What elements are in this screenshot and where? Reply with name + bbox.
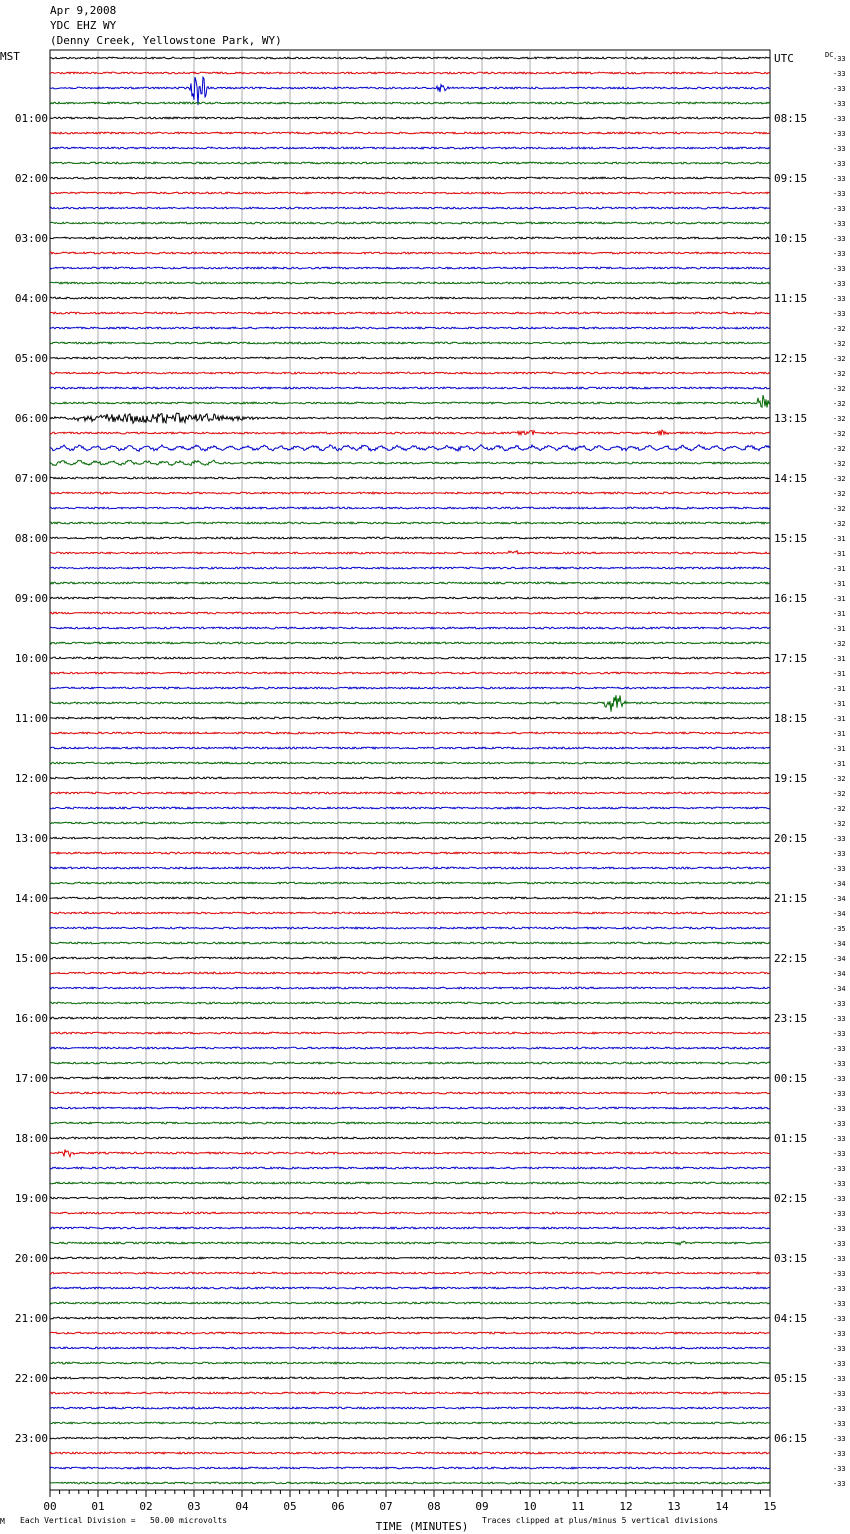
trace-row-12: [50, 237, 770, 239]
trace-row-35: [50, 582, 770, 584]
trace-row-77: [50, 1212, 770, 1214]
trace-row-5: [50, 132, 770, 134]
trace-row-51: [50, 822, 770, 824]
trace-row-66: [50, 1047, 770, 1049]
trace-row-8: [50, 177, 770, 179]
dc-offset-label: -33: [833, 55, 846, 63]
dc-offset-label: -33: [833, 1255, 846, 1263]
x-tick-label: 09: [475, 1500, 489, 1513]
dc-offset-label: -33: [833, 1240, 846, 1248]
station-title: YDC EHZ WY: [50, 19, 117, 32]
dc-offset-label: -31: [833, 655, 846, 663]
left-hour-label: 23:00: [14, 1432, 48, 1445]
dc-offset-label: -31: [833, 610, 846, 618]
trace-row-92: [50, 1437, 770, 1439]
dc-offset-label: -33: [833, 1015, 846, 1023]
trace-row-87: [50, 1362, 770, 1364]
trace-row-72: [50, 1137, 770, 1139]
dc-offset-label: -33: [833, 1450, 846, 1458]
right-hour-label: 14:15: [774, 472, 808, 485]
dc-offset-label: -32: [833, 415, 846, 423]
trace-row-49: [50, 792, 770, 794]
trace-row-15: [50, 282, 770, 284]
dc-offset-label: -32: [833, 340, 846, 348]
dc-offset-label: -31: [833, 700, 846, 708]
trace-row-55: [50, 882, 770, 884]
trace-row-59: [50, 942, 770, 944]
trace-row-54: [50, 867, 770, 869]
trace-row-88: [50, 1377, 770, 1379]
left-hour-label: 04:00: [14, 292, 48, 305]
dc-offset-label: -34: [833, 985, 846, 993]
trace-row-1: [50, 72, 770, 74]
dc-offset-label: -31: [833, 565, 846, 573]
dc-offset-label: -33: [833, 1030, 846, 1038]
trace-row-31: [50, 522, 770, 524]
dc-offset-label: -33: [833, 1180, 846, 1188]
trace-row-25: [50, 430, 770, 435]
dc-offset-label: -32: [833, 790, 846, 798]
trace-row-28: [50, 477, 770, 479]
right-hour-label: 16:15: [774, 592, 808, 605]
dc-offset-label: -33: [833, 850, 846, 858]
dc-offset-label: -33: [833, 310, 846, 318]
dc-offset-label: -33: [833, 100, 846, 108]
trace-row-0: [50, 57, 770, 59]
trace-row-9: [50, 192, 770, 194]
dc-offset-label: -33: [833, 1270, 846, 1278]
trace-row-68: [50, 1077, 770, 1079]
dc-offset-label: -33: [833, 865, 846, 873]
dc-offset-label: -31: [833, 745, 846, 753]
dc-offset-label: -32: [833, 490, 846, 498]
trace-row-19: [50, 342, 770, 344]
x-tick-label: 15: [763, 1500, 777, 1513]
trace-row-85: [50, 1332, 770, 1334]
left-hour-label: 13:00: [14, 832, 48, 845]
dc-offset-label: -33: [833, 1375, 846, 1383]
dc-offset-label: -33: [833, 1150, 846, 1158]
right-hour-label: 09:15: [774, 172, 808, 185]
trace-row-56: [50, 897, 770, 899]
trace-row-58: [50, 927, 770, 929]
dc-offset-label: -33: [833, 280, 846, 288]
trace-row-3: [50, 102, 770, 104]
x-tick-label: 08: [427, 1500, 441, 1513]
dc-offset-label: -34: [833, 880, 846, 888]
right-hour-label: 15:15: [774, 532, 808, 545]
right-hour-label: 02:15: [774, 1192, 808, 1205]
x-tick-label: 03: [187, 1500, 201, 1513]
dc-offset-label: -33: [833, 175, 846, 183]
x-tick-label: 04: [235, 1500, 249, 1513]
x-tick-label: 13: [667, 1500, 681, 1513]
trace-row-71: [50, 1122, 770, 1124]
dc-offset-label: -32: [833, 370, 846, 378]
x-tick-label: 01: [91, 1500, 105, 1513]
dc-offset-label: -33: [833, 1060, 846, 1068]
x-tick-label: 07: [379, 1500, 393, 1513]
right-hour-label: 06:15: [774, 1432, 808, 1445]
dc-offset-label: -33: [833, 1105, 846, 1113]
left-hour-label: 19:00: [14, 1192, 48, 1205]
dc-header-label: DC: [825, 51, 834, 59]
trace-row-48: [50, 777, 770, 779]
dc-offset-label: -32: [833, 325, 846, 333]
dc-offset-label: -32: [833, 505, 846, 513]
x-tick-label: 10: [523, 1500, 537, 1513]
left-hour-label: 07:00: [14, 472, 48, 485]
dc-offset-label: -33: [833, 1285, 846, 1293]
trace-row-38: [50, 627, 770, 629]
left-hour-label: 11:00: [14, 712, 48, 725]
dc-offset-label: -31: [833, 550, 846, 558]
trace-row-61: [50, 972, 770, 974]
right-hour-label: 12:15: [774, 352, 808, 365]
dc-offset-label: -33: [833, 1225, 846, 1233]
dc-offset-label: -31: [833, 670, 846, 678]
trace-row-40: [50, 657, 770, 659]
trace-row-10: [50, 207, 770, 209]
dc-offset-label: -33: [833, 835, 846, 843]
trace-row-43: [50, 695, 770, 712]
dc-offset-label: -33: [833, 1135, 846, 1143]
left-hour-label: 21:00: [14, 1312, 48, 1325]
dc-offset-label: -33: [833, 1090, 846, 1098]
dc-offset-label: -33: [833, 265, 846, 273]
dc-offset-label: -35: [833, 925, 846, 933]
dc-offset-label: -33: [833, 1360, 846, 1368]
left-timezone-label: MST: [0, 50, 20, 63]
dc-offset-label: -32: [833, 805, 846, 813]
trace-row-47: [50, 762, 770, 764]
trace-row-53: [50, 852, 770, 854]
right-hour-label: 01:15: [774, 1132, 808, 1145]
left-hour-label: 03:00: [14, 232, 48, 245]
corner-mark: M: [0, 1517, 5, 1526]
trace-row-41: [50, 672, 770, 674]
clip-note: Traces clipped at plus/minus 5 vertical divisions: [482, 1516, 719, 1525]
trace-row-91: [50, 1422, 770, 1424]
trace-row-36: [50, 597, 770, 599]
dc-offset-label: -33: [833, 1120, 846, 1128]
trace-row-44: [50, 717, 770, 719]
dc-offset-label: -33: [833, 1405, 846, 1413]
left-hour-label: 06:00: [14, 412, 48, 425]
trace-row-67: [50, 1062, 770, 1064]
dc-offset-label: -33: [833, 1195, 846, 1203]
trace-row-39: [50, 642, 770, 644]
trace-row-13: [50, 252, 770, 254]
left-hour-label: 09:00: [14, 592, 48, 605]
x-tick-label: 14: [715, 1500, 729, 1513]
trace-row-24: [50, 413, 770, 423]
trace-row-93: [50, 1452, 770, 1454]
trace-row-2: [50, 77, 770, 105]
dc-offset-label: -31: [833, 595, 846, 603]
dc-offset-label: -33: [833, 1420, 846, 1428]
dc-offset-label: -33: [833, 1330, 846, 1338]
dc-offset-label: -33: [833, 190, 846, 198]
trace-row-21: [50, 372, 770, 374]
right-hour-label: 19:15: [774, 772, 808, 785]
dc-offset-label: -31: [833, 580, 846, 588]
dc-offset-label: -33: [833, 70, 846, 78]
dc-offset-label: -33: [833, 130, 846, 138]
trace-row-42: [50, 687, 770, 689]
left-hour-label: 05:00: [14, 352, 48, 365]
trace-row-45: [50, 732, 770, 734]
dc-offset-label: -33: [833, 1045, 846, 1053]
dc-offset-label: -33: [833, 235, 846, 243]
trace-row-89: [50, 1392, 770, 1394]
left-hour-label: 20:00: [14, 1252, 48, 1265]
dc-offset-label: -32: [833, 520, 846, 528]
dc-offset-label: -31: [833, 685, 846, 693]
left-hour-label: 01:00: [14, 112, 48, 125]
right-hour-label: 23:15: [774, 1012, 808, 1025]
scale-note: Each Vertical Division = 50.00 microvolts: [20, 1516, 228, 1525]
dc-offset-label: -33: [833, 205, 846, 213]
dc-offset-label: -33: [833, 1390, 846, 1398]
trace-row-80: [50, 1257, 770, 1259]
trace-row-81: [50, 1272, 770, 1274]
trace-row-69: [50, 1092, 770, 1094]
trace-row-6: [50, 147, 770, 149]
x-tick-label: 00: [43, 1500, 57, 1513]
trace-row-37: [50, 612, 770, 614]
dc-offset-label: -34: [833, 895, 846, 903]
x-tick-label: 11: [571, 1500, 585, 1513]
dc-offset-label: -31: [833, 730, 846, 738]
trace-row-95: [50, 1482, 770, 1484]
trace-row-65: [50, 1032, 770, 1034]
trace-row-57: [50, 912, 770, 914]
right-hour-label: 21:15: [774, 892, 808, 905]
trace-row-14: [50, 267, 770, 269]
dc-offset-label: -33: [833, 1075, 846, 1083]
trace-row-76: [50, 1197, 770, 1199]
dc-offset-label: -31: [833, 535, 846, 543]
dc-offset-label: -33: [833, 145, 846, 153]
dc-offset-label: -33: [833, 1300, 846, 1308]
trace-row-78: [50, 1227, 770, 1229]
trace-row-16: [50, 297, 770, 299]
dc-offset-label: -33: [833, 115, 846, 123]
dc-offset-label: -33: [833, 220, 846, 228]
trace-row-63: [50, 1002, 770, 1004]
dc-offset-label: -32: [833, 400, 846, 408]
dc-offset-label: -33: [833, 295, 846, 303]
dc-offset-label: -33: [833, 1480, 846, 1488]
trace-row-46: [50, 747, 770, 749]
right-hour-label: 00:15: [774, 1072, 808, 1085]
date-title: Apr 9,2008: [50, 4, 117, 17]
dc-offset-label: -32: [833, 355, 846, 363]
trace-row-29: [50, 492, 770, 494]
dc-offset-label: -33: [833, 1165, 846, 1173]
trace-row-94: [50, 1467, 770, 1469]
right-hour-label: 04:15: [774, 1312, 808, 1325]
dc-offset-label: -32: [833, 445, 846, 453]
trace-row-18: [50, 327, 770, 329]
trace-row-79: [50, 1241, 770, 1245]
dc-offset-label: -33: [833, 1000, 846, 1008]
dc-offset-label: -33: [833, 1345, 846, 1353]
x-axis-title: TIME (MINUTES): [375, 1520, 469, 1533]
right-hour-label: UTC: [774, 52, 794, 65]
trace-row-74: [50, 1167, 770, 1169]
dc-offset-label: -34: [833, 940, 846, 948]
dc-offset-label: -33: [833, 1210, 846, 1218]
right-hour-label: 17:15: [774, 652, 808, 665]
dc-offset-label: -32: [833, 385, 846, 393]
dc-offset-label: -33: [833, 250, 846, 258]
right-hour-label: 05:15: [774, 1372, 808, 1385]
trace-row-70: [50, 1107, 770, 1109]
dc-offset-label: -32: [833, 430, 846, 438]
x-tick-label: 06: [331, 1500, 345, 1513]
right-hour-label: 18:15: [774, 712, 808, 725]
left-hour-label: 18:00: [14, 1132, 48, 1145]
trace-row-83: [50, 1302, 770, 1304]
trace-row-86: [50, 1347, 770, 1349]
trace-row-64: [50, 1017, 770, 1019]
dc-offset-label: -31: [833, 760, 846, 768]
location-title: (Denny Creek, Yellowstone Park, WY): [50, 34, 282, 47]
trace-row-11: [50, 222, 770, 224]
trace-row-73: [50, 1150, 770, 1157]
x-tick-label: 02: [139, 1500, 153, 1513]
trace-row-34: [50, 567, 770, 569]
x-tick-label: 12: [619, 1500, 633, 1513]
dc-offset-label: -32: [833, 460, 846, 468]
right-hour-label: 11:15: [774, 292, 808, 305]
dc-offset-label: -32: [833, 475, 846, 483]
left-hour-label: 22:00: [14, 1372, 48, 1385]
left-hour-label: 02:00: [14, 172, 48, 185]
right-hour-label: 20:15: [774, 832, 808, 845]
dc-offset-label: -32: [833, 775, 846, 783]
right-hour-label: 13:15: [774, 412, 808, 425]
trace-row-60: [50, 957, 770, 959]
x-tick-label: 05: [283, 1500, 297, 1513]
trace-row-33: [50, 551, 770, 554]
right-hour-label: 22:15: [774, 952, 808, 965]
trace-row-20: [50, 357, 770, 359]
right-hour-label: 10:15: [774, 232, 808, 245]
trace-row-4: [50, 117, 770, 119]
dc-offset-label: -33: [833, 1435, 846, 1443]
trace-row-7: [50, 162, 770, 164]
trace-row-26: [50, 445, 770, 452]
trace-row-27: [50, 460, 770, 465]
left-hour-label: 16:00: [14, 1012, 48, 1025]
trace-row-62: [50, 987, 770, 989]
trace-row-75: [50, 1182, 770, 1184]
dc-offset-label: -33: [833, 1465, 846, 1473]
dc-offset-label: -34: [833, 910, 846, 918]
trace-row-22: [50, 387, 770, 389]
dc-offset-label: -34: [833, 955, 846, 963]
left-hour-label: 15:00: [14, 952, 48, 965]
trace-row-23: [50, 395, 770, 408]
trace-row-52: [50, 837, 770, 839]
trace-row-32: [50, 537, 770, 539]
left-hour-label: 12:00: [14, 772, 48, 785]
dc-offset-label: -33: [833, 160, 846, 168]
left-hour-label: 17:00: [14, 1072, 48, 1085]
dc-offset-label: -33: [833, 1315, 846, 1323]
dc-offset-label: -33: [833, 85, 846, 93]
dc-offset-label: -32: [833, 820, 846, 828]
dc-offset-label: -32: [833, 640, 846, 648]
dc-offset-label: -34: [833, 970, 846, 978]
left-hour-label: 08:00: [14, 532, 48, 545]
dc-offset-label: -31: [833, 625, 846, 633]
trace-row-84: [50, 1317, 770, 1319]
left-hour-label: 10:00: [14, 652, 48, 665]
trace-row-50: [50, 807, 770, 809]
right-hour-label: 08:15: [774, 112, 808, 125]
trace-row-90: [50, 1407, 770, 1409]
right-hour-label: 03:15: [774, 1252, 808, 1265]
trace-row-17: [50, 312, 770, 314]
left-hour-label: 14:00: [14, 892, 48, 905]
trace-row-82: [50, 1287, 770, 1289]
trace-row-30: [50, 507, 770, 509]
dc-offset-label: -31: [833, 715, 846, 723]
